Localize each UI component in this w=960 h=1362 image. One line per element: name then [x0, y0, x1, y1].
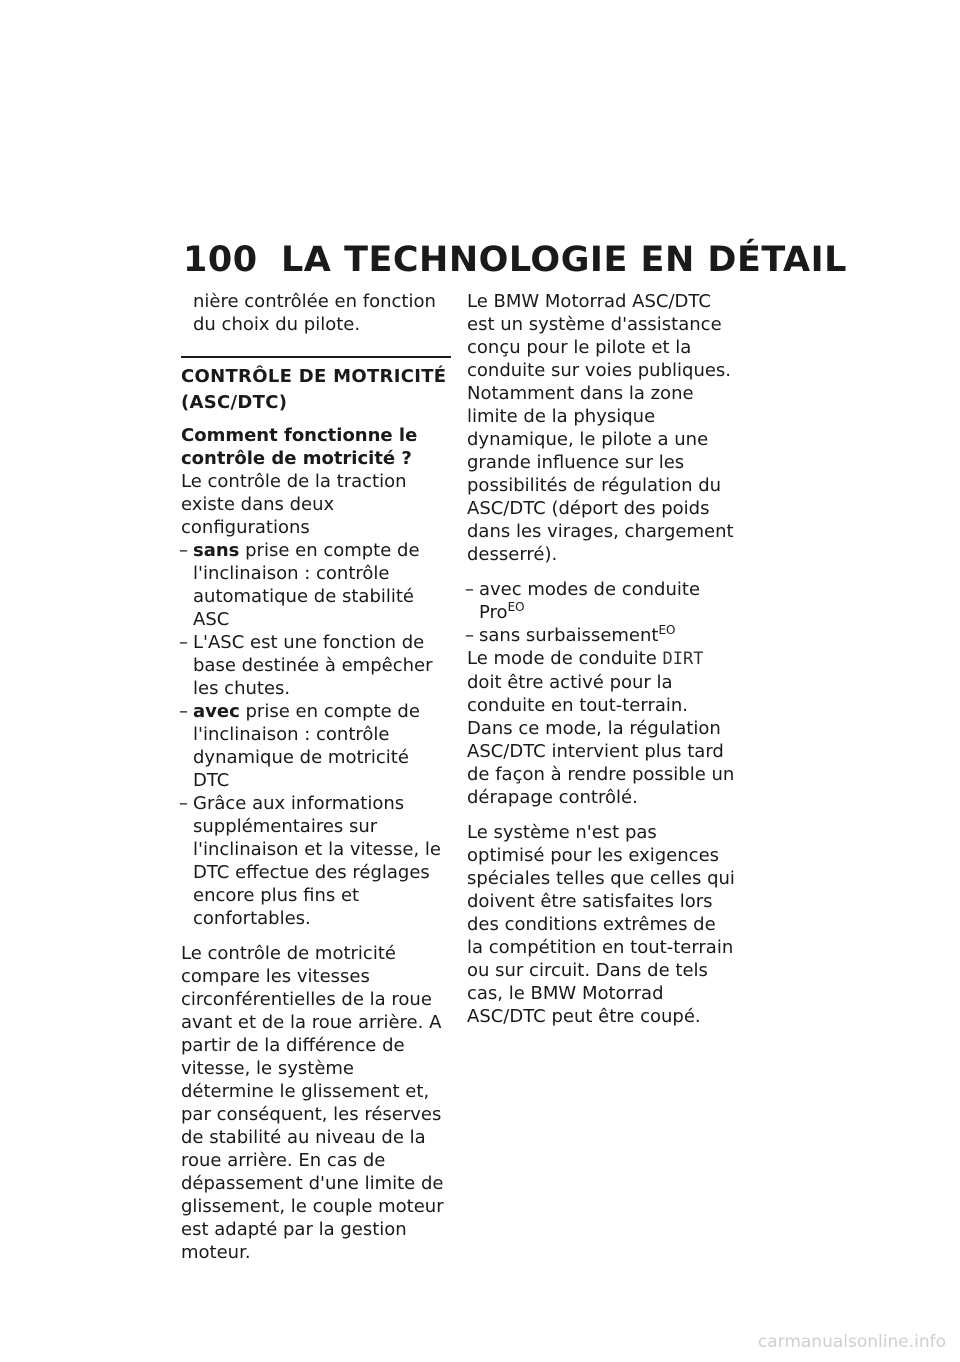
paragraph: Le contrôle de motricité compare les vitesses circonférentielles de la roue avant et de la roue arrière. A partir de la différence de vitesse, le système détermine le glissement et, par conséquent, les réserves de stabilité au niveau de la roue arrière. En cas de dépassement d'une limite de glissement, le couple moteur est adapté par la gestion moteur.: [181, 943, 444, 1263]
list-item: [181, 700, 451, 792]
paragraph: Le système n'est pas optimisé pour les exigences spéciales telles que celles qui doivent être satisfaites lors des conditions extrêmes de la compétition en tout-terrain ou sur circuit. Dans de tels cas, le BMW Motorrad ASC/DTC peut être coupé.: [467, 822, 735, 1027]
section-divider: [181, 356, 451, 358]
option-superscript: EO: [507, 600, 525, 614]
list-item: [467, 578, 737, 624]
paragraph: [467, 647, 737, 809]
list-item: [181, 539, 451, 631]
list-item: [467, 624, 737, 647]
list-item-text: Grâce aux informations supplémentaires sur l'inclinaison et la vitesse, le DTC effectue des réglages encore plus fins et confortables.: [193, 793, 441, 929]
list-item: [181, 792, 451, 930]
list-dash: –: [179, 632, 188, 653]
subheading: Comment fonctionne le contrôle de motricité ?: [181, 425, 418, 469]
section-title: CONTRÔLE DE MOTRICITÉ (ASC/DTC): [181, 366, 447, 413]
list-dash: –: [179, 793, 188, 814]
paragraph-text: doit être activé pour la conduite en tout-terrain. Dans ce mode, la régulation ASC/DTC intervient plus tard de façon à rendre possible un dérapage contrôlé.: [467, 672, 735, 808]
option-superscript: EO: [658, 623, 676, 637]
list-dash: –: [179, 540, 188, 561]
paragraph-text: Le mode de conduite: [467, 648, 663, 669]
paragraph: Le contrôle de la traction existe dans deux configurations: [181, 471, 407, 538]
list-dash: –: [465, 579, 474, 600]
list-item-text: avec modes de conduite Pro: [479, 579, 701, 623]
riding-mode-name: DIRT: [662, 649, 704, 669]
intro-text: nière contrôlée en fonction du choix du pilote.: [193, 291, 436, 335]
list-item-bold: sans: [193, 540, 240, 561]
right-column: [467, 290, 737, 1028]
list-item: [181, 631, 451, 700]
chapter-title: LA TECHNOLOGIE EN DÉTAIL: [281, 240, 847, 280]
list-item-bold: avec: [193, 701, 240, 722]
paragraph: Le BMW Motorrad ASC/DTC est un système d'assistance conçu pour le pilote et la conduite sur voies publiques. Notamment dans la zone limite de la physique dynamique, le pilote a une grande influence sur les possibilités de régulation du ASC/DTC (déport des poids dans les virages, chargement desserré).: [467, 291, 734, 565]
list-item-text: L'ASC est une fonction de base destinée à empêcher les chutes.: [193, 632, 433, 699]
list-dash: –: [465, 625, 474, 646]
list-item-text: prise en compte de l'inclinaison : contrôle automatique de stabilité ASC: [193, 540, 420, 630]
page-number: 100: [183, 240, 258, 280]
page-header: [183, 240, 847, 280]
left-column: [181, 290, 451, 1264]
list-dash: –: [179, 701, 188, 722]
watermark: carmanualsonline.info: [757, 1332, 946, 1352]
list-item-text: sans surbaissement: [479, 625, 659, 646]
list-item-text: prise en compte de l'inclinaison : contrôle dynamique de motricité DTC: [193, 701, 420, 791]
